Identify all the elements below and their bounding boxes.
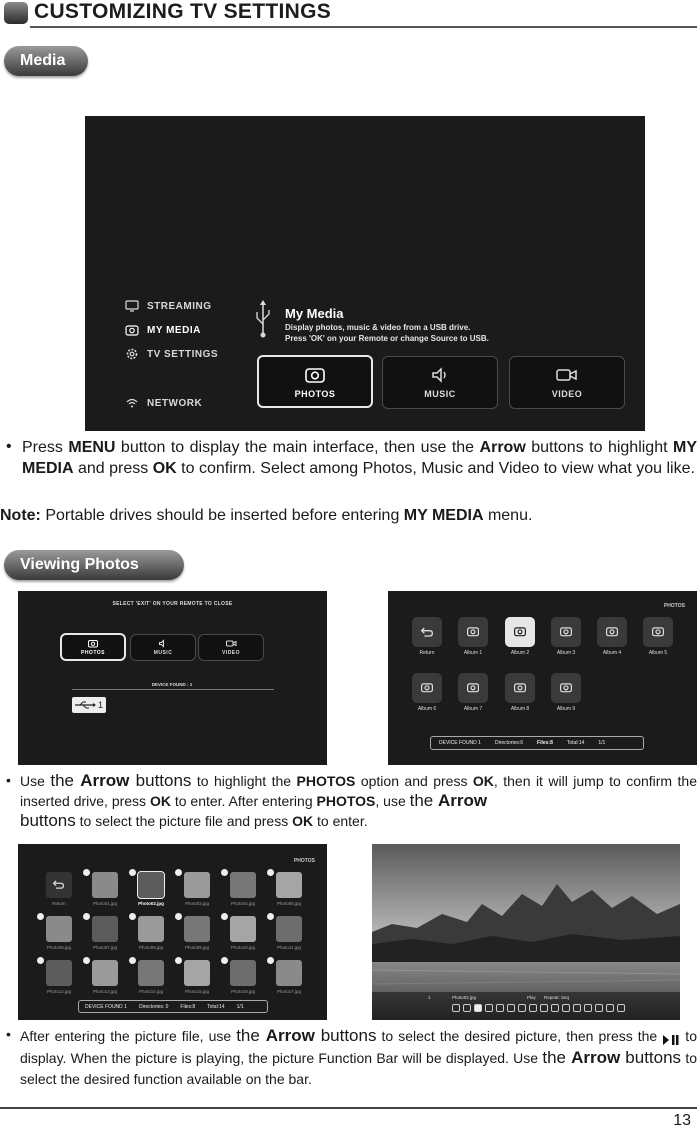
play-pause-icon — [662, 1031, 680, 1043]
photo-thumbnail[interactable] — [184, 916, 210, 942]
zoom-out-icon[interactable] — [584, 1004, 592, 1012]
album-tile[interactable] — [597, 617, 627, 647]
photo-label: Photo05.jpg — [276, 901, 302, 906]
usb-device-tile[interactable] — [72, 697, 106, 713]
help-icon[interactable] — [617, 1004, 625, 1012]
camera-icon — [305, 366, 325, 384]
card-video[interactable] — [198, 634, 264, 661]
bullet: • — [6, 1026, 11, 1042]
photo-thumbnail[interactable] — [184, 960, 210, 986]
rotate-right-icon[interactable] — [562, 1004, 570, 1012]
settings-icon[interactable] — [595, 1004, 603, 1012]
albums-screen — [388, 591, 697, 765]
photo-thumbnail[interactable] — [276, 916, 302, 942]
album-label: Album 9 — [556, 706, 576, 712]
stop-icon[interactable] — [485, 1004, 493, 1012]
photo-thumbnail[interactable] — [92, 916, 118, 942]
repeat-mode: Repeat: Seq — [544, 995, 570, 1000]
photo-label: Photo15.jpg — [184, 989, 210, 994]
page-indicator: 1/1 — [598, 740, 606, 746]
checkmark-icon — [221, 957, 228, 964]
divider — [72, 689, 274, 690]
instruction-paragraph-1: Press MENU button to display the main interface, then use the Arrow buttons to highlight MY MEDIA and press OK to confirm. Select among Photos, Music and Video to view what you like. — [22, 439, 697, 477]
device-found-label: DEVICE FOUND : 1 — [151, 682, 193, 687]
album-label: Album 8 — [510, 706, 530, 712]
album-tile[interactable] — [505, 673, 535, 703]
photo-thumbnail[interactable] — [138, 960, 164, 986]
gear-icon — [125, 347, 139, 361]
album-tile[interactable] — [458, 673, 488, 703]
photo-label: Return — [52, 901, 66, 906]
album-tile[interactable] — [412, 673, 442, 703]
sidebar-item-label: NETWORK — [147, 397, 203, 409]
photo-index: 1 — [428, 995, 431, 1000]
usb-icon — [74, 700, 96, 710]
checkmark-icon — [83, 957, 90, 964]
my-media-heading: My Media — [285, 306, 344, 321]
sidebar-item-my-media — [125, 323, 201, 337]
photo-thumbnail[interactable] — [230, 960, 256, 986]
speaker-icon — [158, 639, 168, 648]
album-label: Return — [419, 650, 435, 656]
photo-label: Photo03.jpg — [184, 901, 210, 906]
total-count: Total:14 — [207, 1003, 225, 1010]
file-count: Files:8 — [537, 740, 553, 746]
checkmark-icon — [37, 957, 44, 964]
album-tile[interactable] — [551, 673, 581, 703]
return-button[interactable] — [412, 617, 442, 647]
video-camera-icon — [226, 639, 237, 648]
bullet: • — [6, 438, 12, 455]
album-tile[interactable] — [643, 617, 673, 647]
card-label: PHOTOS — [294, 389, 336, 399]
my-media-desc-2: Press 'OK' on your Remote or change Source to USB. — [285, 334, 489, 343]
note-paragraph: Note: Portable drives should be inserted before entering MY MEDIA menu. — [0, 507, 533, 524]
photo-label: Photo14.jpg — [138, 989, 164, 994]
sidebar-item-label: TV SETTINGS — [147, 348, 219, 360]
card-music[interactable] — [382, 356, 498, 409]
checkmark-icon — [175, 869, 182, 876]
my-media-desc-1: Display photos, music & video from a USB drive. — [285, 323, 471, 332]
info-icon[interactable] — [540, 1004, 548, 1012]
screen-label: PHOTOS — [663, 603, 685, 609]
photo-thumbnail[interactable] — [184, 872, 210, 898]
header-rule — [30, 26, 697, 28]
wifi-icon — [125, 396, 139, 410]
photo-thumbnail[interactable] — [46, 916, 72, 942]
repeat-icon[interactable] — [496, 1004, 504, 1012]
page-number: 13 — [673, 1112, 691, 1129]
sidebar-item-tv-settings — [125, 347, 218, 361]
sidebar-item-label: MY MEDIA — [147, 324, 201, 336]
device-count: DEVICE FOUND 1 — [439, 740, 481, 746]
music-icon[interactable] — [518, 1004, 526, 1012]
device-count: DEVICE FOUND 1 — [85, 1003, 127, 1010]
checkmark-icon — [129, 957, 136, 964]
usb-icon — [255, 300, 271, 338]
sidebar-item-streaming — [125, 299, 212, 313]
photo-label: Photo01.jpg — [92, 901, 118, 906]
footer-rule — [0, 1107, 697, 1109]
photo-label: Photo11.jpg — [277, 945, 301, 950]
rotate-left-icon[interactable] — [551, 1004, 559, 1012]
checkmark-icon — [83, 913, 90, 920]
next-icon[interactable] — [463, 1004, 471, 1012]
bullet: • — [6, 772, 11, 788]
dir-count: Directories: 0 — [138, 1003, 169, 1010]
zoom-in-icon[interactable] — [573, 1004, 581, 1012]
total-count: Total:14 — [566, 740, 585, 746]
card-label: VIDEO — [221, 650, 241, 656]
status-bar — [430, 736, 644, 750]
photo-thumbnail[interactable] — [276, 872, 302, 898]
photo-label: Photo17.jpg — [276, 989, 302, 994]
shuffle-icon[interactable] — [507, 1004, 515, 1012]
photo-label: Photo04.jpg — [230, 901, 256, 906]
photo-thumbnail[interactable] — [138, 872, 164, 898]
photo-thumbnail[interactable] — [230, 872, 256, 898]
camera-icon — [88, 639, 98, 648]
photo-playback-screen — [372, 844, 680, 1020]
function-bar — [372, 992, 680, 1020]
card-label: PHOTOS — [80, 650, 106, 656]
instruction-paragraph-3: After entering the picture file, use the Arrow buttons to select the desired picture, then press the to display. When the picture is playing, the picture Function Bar will be displayed. Use the Arrow buttons to select the desired function available on the bar. — [20, 1026, 697, 1087]
photo-thumbnail[interactable] — [138, 916, 164, 942]
checkmark-icon — [175, 913, 182, 920]
status-bar — [78, 1000, 268, 1013]
album-label: Album 6 — [417, 706, 437, 712]
tv-icon — [125, 299, 139, 313]
photo-label: Photo09.jpg — [184, 945, 210, 950]
sidebar-item-label: STREAMING — [147, 300, 212, 312]
video-camera-icon — [556, 366, 578, 384]
photo-label: Photo13.jpg — [92, 989, 118, 994]
dir-count: Directories:6 — [494, 740, 524, 746]
photo-thumbnail[interactable] — [46, 960, 72, 986]
section-pill-media: Media — [4, 46, 88, 76]
photo-name: Photo02.jpg — [452, 995, 477, 1000]
file-count: Files:8 — [180, 1003, 196, 1010]
page-indicator: 1/1 — [236, 1003, 244, 1010]
card-label: VIDEO — [551, 389, 583, 399]
photo-label: Photo08.jpg — [138, 945, 164, 950]
tv-menu-screen — [85, 116, 645, 431]
card-photos[interactable] — [60, 633, 126, 661]
photo-label: Photo07.jpg — [92, 945, 118, 950]
instruction-paragraph-2: Use the Arrow buttons to highlight the PHOTOS option and press OK, then it will jump to confirm the inserted drive, press OK to enter. After entering PHOTOS, use the Arrow buttons to select the picture file and press OK to enter. — [20, 771, 697, 830]
card-label: MUSIC — [424, 389, 456, 399]
album-tile[interactable] — [458, 617, 488, 647]
photo-label: Photo06.jpg — [46, 945, 72, 950]
section-pill-viewing-photos: Viewing Photos — [4, 550, 184, 580]
checkmark-icon — [129, 869, 136, 876]
checkmark-icon — [37, 913, 44, 920]
photo-thumbnail[interactable] — [276, 960, 302, 986]
album-label: Album 1 — [463, 650, 483, 656]
checkmark-icon — [221, 869, 228, 876]
photos-screen — [18, 844, 327, 1020]
return-button[interactable] — [46, 872, 72, 898]
album-label: Album 2 — [510, 650, 530, 656]
photo-thumbnail[interactable] — [92, 872, 118, 898]
sidebar-item-network — [125, 396, 202, 410]
checkmark-icon — [175, 957, 182, 964]
list-icon[interactable] — [606, 1004, 614, 1012]
speaker-icon — [430, 366, 450, 384]
photo-thumbnail[interactable] — [92, 960, 118, 986]
play-status: Play — [527, 995, 536, 1000]
play-pause-icon[interactable] — [474, 1004, 482, 1012]
album-tile[interactable] — [505, 617, 535, 647]
album-label: Album 4 — [602, 650, 622, 656]
header-mark — [4, 2, 28, 24]
album-label: Album 7 — [463, 706, 483, 712]
checkmark-icon — [83, 869, 90, 876]
checkmark-icon — [129, 913, 136, 920]
photo-label: Photo12.jpg — [46, 989, 72, 994]
photo-label: Photo16.jpg — [230, 989, 256, 994]
checkmark-icon — [221, 913, 228, 920]
album-label: Album 3 — [556, 650, 576, 656]
checkmark-icon — [267, 913, 274, 920]
usb-device-screen — [18, 591, 327, 765]
playlist-icon[interactable] — [529, 1004, 537, 1012]
card-photos[interactable] — [257, 355, 373, 408]
page-title: CUSTOMIZING TV SETTINGS — [34, 0, 332, 23]
photo-label: Photo10.jpg — [230, 945, 256, 950]
card-music[interactable] — [130, 634, 196, 661]
camera-icon — [125, 323, 139, 337]
screen-label: PHOTOS — [293, 858, 315, 864]
exit-hint: SELECT 'EXIT' ON YOUR REMOTE TO CLOSE — [112, 601, 233, 607]
photo-label: Photo02.jpg — [138, 901, 164, 906]
photo-thumbnail[interactable] — [230, 916, 256, 942]
album-tile[interactable] — [551, 617, 581, 647]
card-label: MUSIC — [153, 650, 173, 656]
album-label: Album 5 — [648, 650, 668, 656]
checkmark-icon — [267, 957, 274, 964]
checkmark-icon — [267, 869, 274, 876]
card-video[interactable] — [509, 356, 625, 409]
usb-number: 1 — [98, 700, 104, 710]
previous-icon[interactable] — [452, 1004, 460, 1012]
